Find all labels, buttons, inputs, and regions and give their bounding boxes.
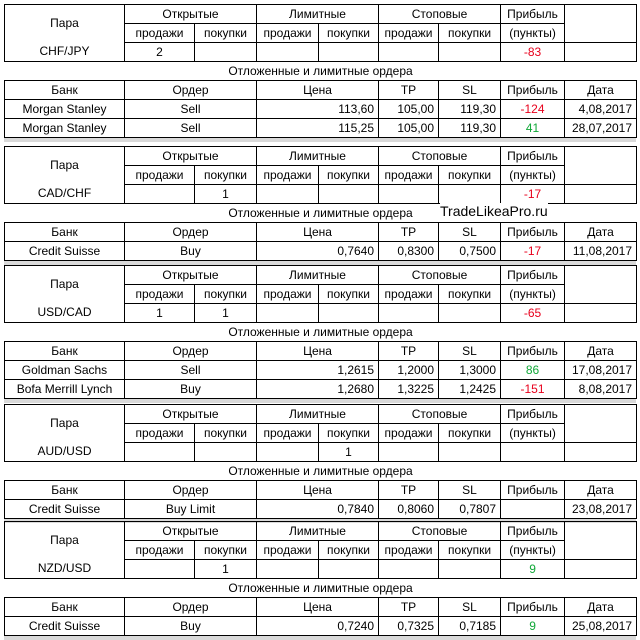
order-tp: 0,8060	[379, 500, 439, 519]
order-sl: 1,2425	[439, 380, 501, 399]
stop-buys-header: покупки	[439, 541, 501, 560]
open-buys-value: 1	[195, 560, 257, 579]
order-date: 8,08,2017	[565, 380, 637, 399]
pair-name: CAD/CHF	[5, 185, 125, 204]
pair-block	[4, 4, 636, 138]
bank-name: Credit Suisse	[5, 500, 125, 519]
bank-name: Morgan Stanley	[5, 119, 125, 138]
order-profit-value: -17	[501, 242, 565, 261]
stop-buys-value	[439, 443, 501, 462]
order-date: 28,07,2017	[565, 119, 637, 138]
order-sl: 1,3000	[439, 361, 501, 380]
price-header: Цена	[257, 223, 379, 242]
points-header: (пункты)	[501, 24, 565, 43]
stop-buys-header: покупки	[439, 424, 501, 443]
limit-sells-header: продажи	[257, 285, 319, 304]
limit-buys-value	[319, 43, 379, 62]
order-price: 0,7840	[257, 500, 379, 519]
order-profit-value: 9	[501, 617, 565, 636]
blank-cell	[565, 43, 637, 62]
order-profit-value: 86	[501, 361, 565, 380]
pair-header: Пара	[5, 266, 125, 304]
tp-header: TP	[379, 342, 439, 361]
stop-sells-value	[379, 304, 439, 323]
orders-title: Отложенные и лимитные ордера	[5, 323, 637, 342]
order-profit-header: Прибыль	[501, 598, 565, 617]
pair-block	[4, 265, 636, 399]
profit-header: Прибыль	[501, 5, 565, 24]
order-type: Sell	[125, 361, 257, 380]
limit-sells-value	[257, 304, 319, 323]
blank-cell	[565, 405, 637, 443]
date-header: Дата	[565, 481, 637, 500]
profit-header: Прибыль	[501, 266, 565, 285]
points-header: (пункты)	[501, 541, 565, 560]
order-price: 1,2680	[257, 380, 379, 399]
sl-header: SL	[439, 342, 501, 361]
order-profit-header: Прибыль	[501, 81, 565, 100]
price-header: Цена	[257, 342, 379, 361]
stop-sells-value	[379, 443, 439, 462]
pair-name: AUD/USD	[5, 443, 125, 462]
stop-header: Стоповые	[379, 522, 501, 541]
open-sells-header: продажи	[125, 166, 195, 185]
open-header: Открытые	[125, 5, 257, 24]
order-type: Sell	[125, 100, 257, 119]
sl-header: SL	[439, 81, 501, 100]
limit-buys-header: покупки	[319, 285, 379, 304]
order-profit-header: Прибыль	[501, 342, 565, 361]
bank-name: Bofa Merrill Lynch	[5, 380, 125, 399]
order-price: 0,7240	[257, 617, 379, 636]
order-row	[5, 100, 637, 119]
open-sells-header: продажи	[125, 24, 195, 43]
limit-header: Лимитные	[257, 266, 379, 285]
limit-header: Лимитные	[257, 522, 379, 541]
order-tp: 105,00	[379, 119, 439, 138]
stop-header: Стоповые	[379, 405, 501, 424]
stop-sells-header: продажи	[379, 285, 439, 304]
pair-row	[5, 185, 637, 204]
stop-sells-value	[379, 185, 439, 204]
order-row	[5, 500, 637, 519]
order-row	[5, 119, 637, 138]
order-tp: 105,00	[379, 100, 439, 119]
stop-buys-value	[439, 560, 501, 579]
order-profit-value	[501, 500, 565, 519]
open-header: Открытые	[125, 266, 257, 285]
pair-row	[5, 43, 637, 62]
order-header: Ордер	[125, 481, 257, 500]
bank-name: Morgan Stanley	[5, 100, 125, 119]
stop-header: Стоповые	[379, 266, 501, 285]
pair-block	[4, 404, 636, 519]
open-sells-value: 2	[125, 43, 195, 62]
limit-buys-header: покупки	[319, 24, 379, 43]
orders-title: Отложенные и лимитные ордера	[5, 62, 637, 81]
open-buys-value	[195, 443, 257, 462]
open-buys-header: покупки	[195, 424, 257, 443]
blank-cell	[565, 147, 637, 185]
order-tp: 1,2000	[379, 361, 439, 380]
open-header: Открытые	[125, 147, 257, 166]
order-row	[5, 617, 637, 636]
order-type: Buy	[125, 617, 257, 636]
stop-header: Стоповые	[379, 5, 501, 24]
limit-buys-value	[319, 185, 379, 204]
bank-header: Банк	[5, 342, 125, 361]
open-buys-header: покупки	[195, 541, 257, 560]
open-buys-header: покупки	[195, 285, 257, 304]
sl-header: SL	[439, 481, 501, 500]
price-header: Цена	[257, 481, 379, 500]
blank-cell	[565, 266, 637, 304]
open-buys-header: покупки	[195, 24, 257, 43]
open-sells-value	[125, 443, 195, 462]
order-date: 25,08,2017	[565, 617, 637, 636]
orders-title: Отложенные и лимитные ордера	[5, 579, 637, 598]
order-header: Ордер	[125, 342, 257, 361]
order-date: 4,08,2017	[565, 100, 637, 119]
bank-name: Credit Suisse	[5, 617, 125, 636]
pair-header: Пара	[5, 405, 125, 443]
orders-title: Отложенные и лимитные ордера	[5, 462, 637, 481]
open-sells-header: продажи	[125, 285, 195, 304]
profit-header: Прибыль	[501, 405, 565, 424]
order-profit-value: 41	[501, 119, 565, 138]
open-buys-value	[195, 43, 257, 62]
order-type: Buy	[125, 380, 257, 399]
pair-block	[4, 521, 636, 636]
stop-sells-value	[379, 43, 439, 62]
limit-buys-header: покупки	[319, 166, 379, 185]
order-date: 11,08,2017	[565, 242, 637, 261]
order-sl: 0,7185	[439, 617, 501, 636]
limit-sells-value	[257, 43, 319, 62]
open-sells-value	[125, 185, 195, 204]
bank-header: Банк	[5, 481, 125, 500]
stop-sells-header: продажи	[379, 541, 439, 560]
tp-header: TP	[379, 481, 439, 500]
pair-header: Пара	[5, 147, 125, 185]
watermark-text: TradeLikeaPro.ru	[440, 203, 548, 219]
blank-cell	[565, 304, 637, 323]
limit-buys-header: покупки	[319, 541, 379, 560]
order-price: 115,25	[257, 119, 379, 138]
open-header: Открытые	[125, 522, 257, 541]
order-profit-header: Прибыль	[501, 481, 565, 500]
limit-buys-value: 1	[319, 443, 379, 462]
stop-header: Стоповые	[379, 147, 501, 166]
open-buys-value: 1	[195, 185, 257, 204]
price-header: Цена	[257, 598, 379, 617]
points-header: (пункты)	[501, 424, 565, 443]
sl-header: SL	[439, 598, 501, 617]
blank-cell	[565, 443, 637, 462]
order-type: Buy Limit	[125, 500, 257, 519]
pair-table	[4, 265, 637, 399]
order-tp: 1,3225	[379, 380, 439, 399]
profit-header: Прибыль	[501, 522, 565, 541]
pair-profit-value: -83	[501, 43, 565, 62]
order-date: 17,08,2017	[565, 361, 637, 380]
stop-buys-header: покупки	[439, 166, 501, 185]
stop-sells-value	[379, 560, 439, 579]
order-row	[5, 380, 637, 399]
limit-sells-header: продажи	[257, 24, 319, 43]
separator-band	[4, 636, 636, 640]
separator-band	[4, 399, 636, 403]
order-price: 0,7640	[257, 242, 379, 261]
bank-header: Банк	[5, 223, 125, 242]
open-sells-header: продажи	[125, 424, 195, 443]
profit-header: Прибыль	[501, 147, 565, 166]
pair-table	[4, 404, 637, 519]
order-date: 23,08,2017	[565, 500, 637, 519]
date-header: Дата	[565, 223, 637, 242]
open-sells-value: 1	[125, 304, 195, 323]
pair-row	[5, 304, 637, 323]
pair-table	[4, 521, 637, 636]
limit-sells-value	[257, 443, 319, 462]
pair-header: Пара	[5, 522, 125, 560]
date-header: Дата	[565, 598, 637, 617]
bank-header: Банк	[5, 598, 125, 617]
open-buys-header: покупки	[195, 166, 257, 185]
limit-header: Лимитные	[257, 405, 379, 424]
bank-name: Credit Suisse	[5, 242, 125, 261]
price-header: Цена	[257, 81, 379, 100]
pair-row	[5, 443, 637, 462]
stop-buys-header: покупки	[439, 285, 501, 304]
stop-sells-header: продажи	[379, 166, 439, 185]
stop-sells-header: продажи	[379, 424, 439, 443]
open-sells-value	[125, 560, 195, 579]
pair-profit-value: -65	[501, 304, 565, 323]
blank-cell	[565, 560, 637, 579]
limit-buys-header: покупки	[319, 424, 379, 443]
tp-header: TP	[379, 223, 439, 242]
pair-name: NZD/USD	[5, 560, 125, 579]
order-price: 1,2615	[257, 361, 379, 380]
order-sl: 119,30	[439, 119, 501, 138]
stop-buys-value	[439, 185, 501, 204]
order-tp: 0,8300	[379, 242, 439, 261]
limit-sells-header: продажи	[257, 424, 319, 443]
order-tp: 0,7325	[379, 617, 439, 636]
bank-header: Банк	[5, 81, 125, 100]
order-header: Ордер	[125, 598, 257, 617]
date-header: Дата	[565, 81, 637, 100]
open-header: Открытые	[125, 405, 257, 424]
blank-cell	[565, 5, 637, 43]
pair-profit-value: -17	[501, 185, 565, 204]
bank-name: Goldman Sachs	[5, 361, 125, 380]
pair-profit-value: 9	[501, 560, 565, 579]
order-sl: 0,7500	[439, 242, 501, 261]
blank-cell	[565, 522, 637, 560]
tp-header: TP	[379, 598, 439, 617]
order-sl: 119,30	[439, 100, 501, 119]
pair-name: USD/CAD	[5, 304, 125, 323]
stop-buys-value	[439, 43, 501, 62]
limit-header: Лимитные	[257, 5, 379, 24]
order-row	[5, 242, 637, 261]
limit-sells-header: продажи	[257, 541, 319, 560]
order-header: Ордер	[125, 223, 257, 242]
date-header: Дата	[565, 342, 637, 361]
pair-table	[4, 4, 637, 138]
limit-header: Лимитные	[257, 147, 379, 166]
points-header: (пункты)	[501, 285, 565, 304]
order-price: 113,60	[257, 100, 379, 119]
stop-buys-value	[439, 304, 501, 323]
limit-buys-value	[319, 304, 379, 323]
limit-buys-value	[319, 560, 379, 579]
order-profit-header: Прибыль	[501, 223, 565, 242]
sl-header: SL	[439, 223, 501, 242]
pair-row	[5, 560, 637, 579]
order-row	[5, 361, 637, 380]
blank-cell	[565, 185, 637, 204]
tp-header: TP	[379, 81, 439, 100]
order-profit-value: -151	[501, 380, 565, 399]
open-buys-value: 1	[195, 304, 257, 323]
stop-sells-header: продажи	[379, 24, 439, 43]
order-header: Ордер	[125, 81, 257, 100]
pair-name: CHF/JPY	[5, 43, 125, 62]
limit-sells-value	[257, 185, 319, 204]
orders-title: Отложенные и лимитные ордера	[5, 204, 637, 223]
points-header: (пункты)	[501, 166, 565, 185]
order-type: Buy	[125, 242, 257, 261]
pair-profit-value	[501, 443, 565, 462]
limit-sells-value	[257, 560, 319, 579]
separator-band	[4, 138, 636, 142]
stop-buys-header: покупки	[439, 24, 501, 43]
order-profit-value: -124	[501, 100, 565, 119]
order-type: Sell	[125, 119, 257, 138]
order-sl: 0,7807	[439, 500, 501, 519]
open-sells-header: продажи	[125, 541, 195, 560]
limit-sells-header: продажи	[257, 166, 319, 185]
pair-header: Пара	[5, 5, 125, 43]
